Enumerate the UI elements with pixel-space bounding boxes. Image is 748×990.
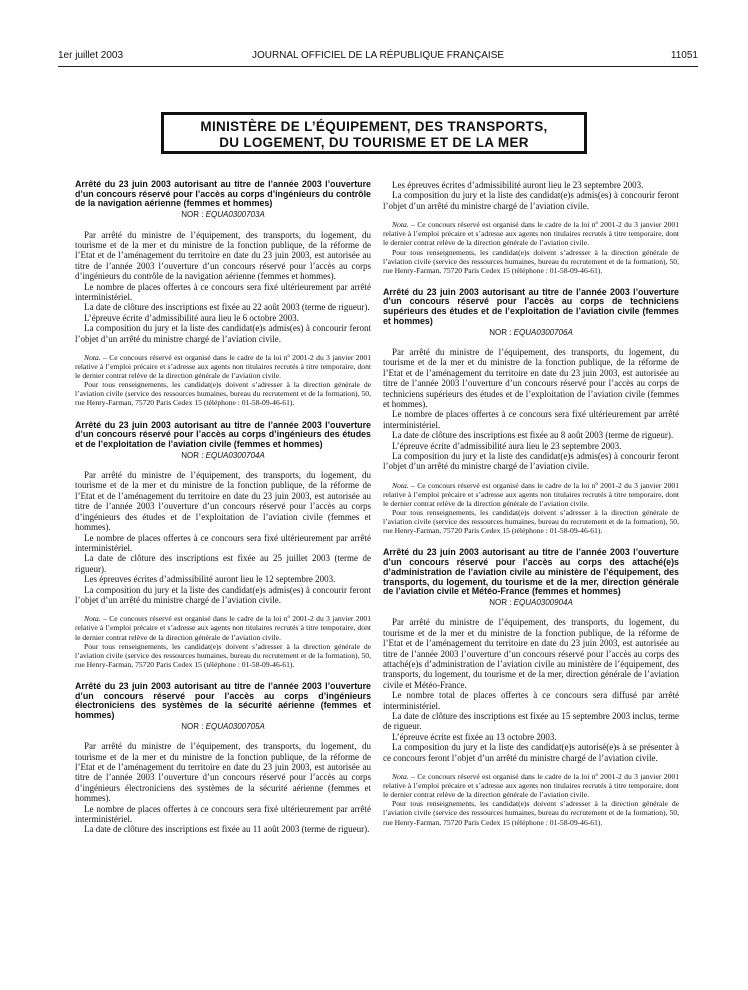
ministry-heading xyxy=(161,112,587,154)
paragraph: La date de clôture des inscriptions est fixée au 22 août 2003 (terme de rigueur). xyxy=(84,302,370,313)
nota-text: – Ce concours réservé est organisé dans le cadre de la loi nº 2001-2 du 3 janvier 2001 relative à l’emploi précaire et s’adresse aux agents non titulaires recrutés à titre temporaire, dont le dernier contrat relève de la direction générale de l’aviation civile. xyxy=(383,480,679,509)
nota-note xyxy=(75,614,371,641)
nor-label: NOR : xyxy=(181,450,204,460)
contact-note: Pour tous renseignements, les candidat(e)s doivent s’adresser à la direction générale de l’aviation civile (service des ressources humaines, bureau du recrutement et de la formation), 50, rue Henry-Farman, 75720 Paris Cedex 15 (téléphone : 01-58-09-46-61). xyxy=(75,380,371,408)
nota-label: Nota. xyxy=(392,480,409,490)
arrete-section xyxy=(383,288,679,536)
arrete-title: Arrêté du 23 juin 2003 autorisant au titre de l’année 2003 l’ouverture d’un concours réservé pour l’accès au corps d’ingénieurs du contrôle de la navigation aérienne (femmes et hommes) xyxy=(75,179,371,209)
arrete-section xyxy=(75,421,371,669)
nor-code: EQUA0300705A xyxy=(205,721,265,731)
paragraph: La date de clôture des inscriptions est fixée au 25 juillet 2003 (terme de rigueur). xyxy=(75,553,371,574)
paragraph: Les épreuves écrites d’admissibilité auront lieu le 12 septembre 2003. xyxy=(84,574,336,585)
nota-note xyxy=(75,353,371,380)
nor-code: EQUA0300704A xyxy=(205,450,265,460)
contact-note: Pour tous renseignements, les candidat(e)s doivent s’adresser à la direction générale de l’aviation civile (service des ressources humaines, bureau du recrutement et de la formation), 50, rue Henry-Farman, 75720 Paris Cedex 15 (téléphone : 01-58-09-46-61). xyxy=(75,641,371,669)
paragraph: Le nombre total de places offertes à ce concours sera diffusé par arrêté interministériel. xyxy=(383,690,679,711)
arrete-title: Arrêté du 23 juin 2003 autorisant au titre de l’année 2003 l’ouverture d’un concours réservé pour l’accès au corps d’ingénieurs électroniciens des systèmes de la sécurité aérienne (femmes et hommes) xyxy=(75,680,371,721)
nor-reference xyxy=(75,722,371,732)
nota-note xyxy=(383,220,679,247)
paragraph: La composition du jury et la liste des candidat(e)s admis(es) à concourir feront l’objet d’un arrêté du ministre chargé de l’aviation civile. xyxy=(75,323,371,344)
arrete-section xyxy=(383,548,679,826)
paragraph: Par arrêté du ministre de l’équipement, des transports, du logement, du tourisme et de la mer et du ministre de la fonction publique, de la réforme de l’Etat et de l’aménagement du territoire en date du 23 juin 2003, est autorisée au titre de l’année 2003 l’ouverture d’un concours réservé pour l’accès au corps d’ingénieurs électroniciens des systèmes de la sécurité aérienne (femmes et hommes). xyxy=(75,741,371,804)
paragraph: La date de clôture des inscriptions est fixée au 11 août 2003 (terme de rigueur). xyxy=(84,824,370,835)
arrete-section xyxy=(75,180,371,408)
paragraph: L’épreuve écrite d’admissibilité aura lieu le 6 octobre 2003. xyxy=(84,312,299,323)
arrete-section xyxy=(75,682,371,835)
nor-reference xyxy=(75,210,371,220)
contact-note: Pour tous renseignements, les candidat(e)s doivent s’adresser à la direction générale de l’aviation civile (service des ressources humaines, bureau du recrutement et de la formation), 50, rue Henry-Farman, 75720 Paris Cedex 15 (téléphone : 01-58-09-46-61). xyxy=(383,247,679,275)
paragraph: Les épreuves écrites d’admissibilité auront lieu le 23 septembre 2003. xyxy=(392,180,644,190)
nota-label: Nota. xyxy=(392,220,409,230)
paragraph: La composition du jury et la liste des candidat(e)s autorisé(e)s à se présenter à ce concours feront l’objet d’un arrêté du ministre chargé de l’aviation civile. xyxy=(383,742,679,763)
paragraph: La composition du jury et la liste des candidat(e)s admis(es) à concourir feront l’objet d’un arrêté du ministre chargé de l’aviation civile. xyxy=(383,190,679,211)
nota-label: Nota. xyxy=(392,772,409,782)
header-rule xyxy=(58,66,698,67)
paragraph: Le nombre de places offertes à ce concours sera fixé ultérieurement par arrêté interministériel. xyxy=(75,803,371,824)
header-date: 1er juillet 2003 xyxy=(58,50,124,61)
nota-text: – Ce concours réservé est organisé dans le cadre de la loi nº 2001-2 du 3 janvier 2001 relative à l’emploi précaire et s’adresse aux agents non titulaires recrutés à titre temporaire, dont le dernier contrat relève de la direction générale de l’aviation civile. xyxy=(75,352,371,381)
running-header xyxy=(58,50,698,64)
arrete-title: Arrêté du 23 juin 2003 autorisant au titre de l’année 2003 l’ouverture d’un concours réservé pour l’accès au corps d’ingénieurs des études et de l’exploitation de l’aviation civile (femmes et hommes) xyxy=(75,419,371,449)
nota-text: – Ce concours réservé est organisé dans le cadre de la loi nº 2001-2 du 3 janvier 2001 relative à l’emploi précaire et s’adresse aux agents non titulaires recrutés à titre temporaire, dont le dernier contrat relève de la direction générale de l’aviation civile. xyxy=(383,772,679,800)
nor-label: NOR : xyxy=(181,721,204,731)
paragraph: Le nombre de places offertes à ce concours sera fixé ultérieurement par arrêté interministériel. xyxy=(75,281,371,302)
nor-code: EQUA0300706A xyxy=(513,327,573,337)
nor-reference xyxy=(75,451,371,461)
paragraph: La date de clôture des inscriptions est fixée au 8 août 2003 (terme de rigueur). xyxy=(392,430,674,441)
ministry-line-1: MINISTÈRE DE L’ÉQUIPEMENT, DES TRANSPORTS, xyxy=(200,119,548,134)
arrete-title: Arrêté du 23 juin 2003 autorisant au titre de l’année 2003 l’ouverture d’un concours réservé pour l’accès au corps de techniciens supérieurs des études et de l’exploitation de l’aviation civile (femmes et hommes) xyxy=(383,286,679,326)
paragraph: L’épreuve écrite est fixée au 13 octobre 2003. xyxy=(392,731,557,742)
nota-note xyxy=(383,481,679,508)
nor-code: EQUA0300703A xyxy=(205,210,265,220)
paragraph: L’épreuve écrite d’admissibilité aura lieu le 23 septembre 2003. xyxy=(392,440,622,451)
nota-text: – Ce concours réservé est organisé dans le cadre de la loi nº 2001-2 du 3 janvier 2001 relative à l’emploi précaire et s’adresse aux agents non titulaires recrutés à titre temporaire, dont le dernier contrat relève de la direction générale de l’aviation civile. xyxy=(75,614,371,642)
nor-reference xyxy=(383,328,679,338)
nor-code: EQUA0300904A xyxy=(513,597,573,607)
arrete-title: Arrêté du 23 juin 2003 autorisant au titre de l’année 2003 l’ouverture d’un concours réservé pour l’accès au corps des attaché(e)s d’administration de l’aviation civile au ministère de l’équipement, des transports, du logement, du tourisme et de la mer, direction générale de l’aviation civile et Météo-France (femmes et hommes) xyxy=(383,547,679,597)
ministry-line-2: DU LOGEMENT, DU TOURISME ET DE LA MER xyxy=(219,135,529,150)
paragraph: La date de clôture des inscriptions est fixée au 15 septembre 2003 inclus, terme de rigueur. xyxy=(383,711,679,732)
right-column xyxy=(383,180,679,827)
nor-label: NOR : xyxy=(181,210,204,220)
nor-label: NOR : xyxy=(489,327,512,337)
contact-note: Pour tous renseignements, les candidat(e)s doivent s’adresser à la direction générale de l’aviation civile (service des ressources humaines, bureau du recrutement et de la formation), 50, rue Henry-Farman, 75720 Paris Cedex 15 (téléphone : 01-58-09-46-61). xyxy=(383,799,679,827)
nota-text: – Ce concours réservé est organisé dans le cadre de la loi nº 2001-2 du 3 janvier 2001 relative à l’emploi précaire et s’adresse aux agents non titulaires recrutés à titre temporaire, dont le dernier contrat relève de la direction générale de l’aviation civile. xyxy=(383,220,679,248)
page-number: 11051 xyxy=(670,50,698,61)
paragraph: La composition du jury et la liste des candidat(e)s admis(es) à concourir feront l’objet d’un arrêté du ministre chargé de l’aviation civile. xyxy=(383,451,679,472)
paragraph: Par arrêté du ministre de l’équipement, des transports, du logement, du tourisme et de la mer et du ministre de la fonction publique, de la réforme de l’Etat et de l’aménagement du territoire en date du 23 juin 2003, est autorisée au titre de l’année 2003 l’ouverture d’un concours réservé pour l’accès au corps des attaché(e)s d’administration de l’aviation civile au ministère de l’équipement, des transports, du logement, du tourisme et de la mer, direction générale de l’aviation civile et Météo-France. xyxy=(383,617,679,690)
paragraph: Par arrêté du ministre de l’équipement, des transports, du logement, du tourisme et de la mer et du ministre de la fonction publique, de la réforme de l’Etat et de l’aménagement du territoire en date du 23 juin 2003, est autorisée au titre de l’année 2003 l’ouverture d’un concours réservé pour l’accès au corps de techniciens supérieurs des études et de l’exploitation de l’aviation civile (femmes et hommes). xyxy=(383,347,679,410)
journal-title: JOURNAL OFFICIEL DE LA RÉPUBLIQUE FRANÇAISE xyxy=(251,50,505,61)
left-column xyxy=(75,180,371,835)
nota-label: Nota. xyxy=(84,614,101,624)
nor-reference xyxy=(383,598,679,608)
arrete-continuation xyxy=(383,180,679,275)
paragraph: Le nombre de places offertes à ce concours sera fixé ultérieurement par arrêté interministériel. xyxy=(75,532,371,553)
paragraph: Par arrêté du ministre de l’équipement, des transports, du logement, du tourisme et de la mer et du ministre de la fonction publique, de la réforme de l’Etat et de l’aménagement du territoire en date du 23 juin 2003, est autorisée au titre de l’année 2003 l’ouverture d’un concours réservé pour l’accès au corps d’ingénieurs des études et de l’exploitation de l’aviation civile (femmes et hommes). xyxy=(75,470,371,533)
nor-label: NOR : xyxy=(489,597,512,607)
paragraph: Le nombre de places offertes à ce concours sera fixé ultérieurement par arrêté interministériel. xyxy=(383,409,679,430)
paragraph: La composition du jury et la liste des candidat(e)s admis(es) à concourir feront l’objet d’un arrêté du ministre chargé de l’aviation civile. xyxy=(75,584,371,605)
nota-note xyxy=(383,772,679,799)
nota-label: Nota. xyxy=(84,352,101,362)
paragraph: Par arrêté du ministre de l’équipement, des transports, du logement, du tourisme et de la mer et du ministre de la fonction publique, de la réforme de l’Etat et de l’aménagement du territoire en date du 23 juin 2003, est autorisée au titre de l’année 2003 l’ouverture d’un concours réservé pour l’accès au corps d’ingénieurs du contrôle de la navigation aérienne (femmes et hommes). xyxy=(75,229,371,282)
contact-note: Pour tous renseignements, les candidat(e)s doivent s’adresser à la direction générale de l’aviation civile (service des ressources humaines, bureau du recrutement et de la formation), 50, rue Henry-Farman, 75720 Paris Cedex 15 (téléphone : 01-58-09-46-61). xyxy=(383,508,679,536)
